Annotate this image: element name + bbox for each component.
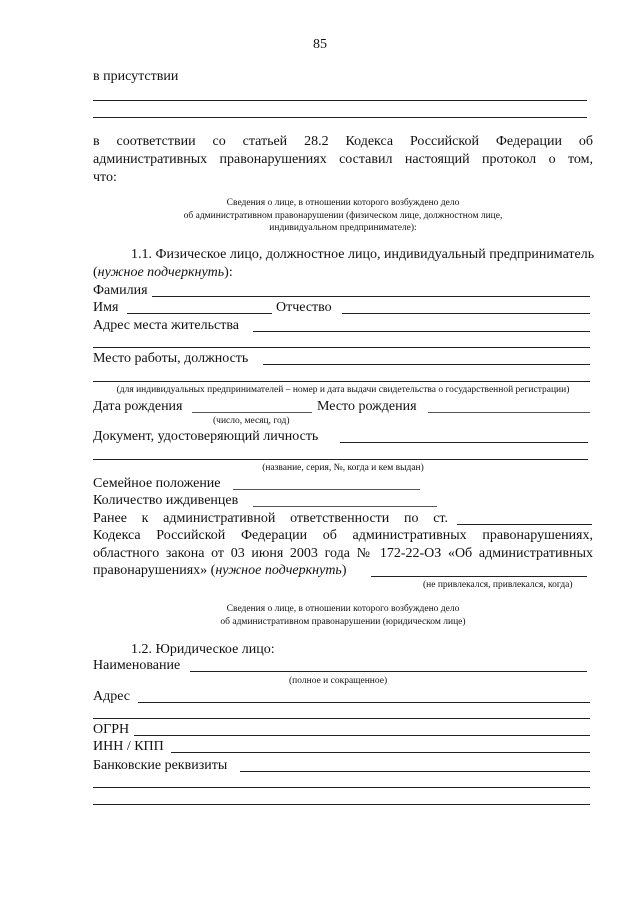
section-header-1-line-1: Сведения о лице, в отношении которого возбуждено дело — [226, 198, 460, 208]
date-hint: (число, месяц, год) — [213, 416, 290, 426]
intro-line-3: что: — [93, 170, 117, 185]
s11-title: 1.1. Физическое лицо, должностное лицо, индивидуальный предприниматель — [131, 247, 595, 262]
org-name-label: Наименование — [93, 658, 181, 673]
dependents-label: Количество иждивенцев — [93, 493, 239, 508]
address-field[interactable] — [253, 331, 590, 332]
intro-line-2: административных правонарушениях составил настоящий протокол о том, — [93, 152, 593, 167]
prev-article-field[interactable] — [457, 524, 592, 525]
prev-line-2: Кодекса Российской Федерации об административных правонарушениях, — [93, 528, 593, 543]
bank-field[interactable] — [240, 771, 590, 772]
presence-label: в присутствии — [93, 69, 179, 84]
name-label: Имя — [93, 300, 119, 315]
document-field[interactable] — [340, 442, 588, 443]
document-hint: (название, серия, №, когда и кем выдан) — [262, 463, 424, 473]
section-header-2-line-1: Сведения о лице, в отношении которого возбуждено дело — [226, 604, 460, 614]
prev-field[interactable] — [371, 576, 587, 577]
inn-label: ИНН / КПП — [93, 739, 164, 754]
work-label: Место работы, должность — [93, 351, 249, 366]
prev-line-3: областного закона от 03 июня 2003 года № 172-22-ОЗ «Об административных — [93, 546, 593, 561]
bank-label: Банковские реквизиты — [93, 758, 228, 773]
bank-field-3[interactable] — [93, 804, 590, 805]
work-field[interactable] — [263, 364, 590, 365]
ogrn-field[interactable] — [134, 735, 590, 736]
address-field-2[interactable] — [93, 347, 590, 348]
bank-field-2[interactable] — [93, 787, 590, 788]
presence-line-2[interactable] — [93, 117, 587, 118]
birth-date-field[interactable] — [192, 412, 312, 413]
ogrn-label: ОГРН — [93, 722, 130, 737]
ip-note: (для индивидуальных предпринимателей – номер и дата выдачи свидетельства о государственной регистрации) — [116, 385, 570, 395]
family-label: Семейное положение — [93, 476, 221, 491]
s11-note: (нужное подчеркнуть): — [93, 265, 233, 280]
section-header-1-line-2: об административном правонарушении (физическом лице, должностном лице, — [183, 211, 503, 221]
address-label: Адрес места жительства — [93, 318, 239, 333]
intro-line-1: в соответствии со статьей 28.2 Кодекса Российской Федерации об — [93, 134, 593, 149]
inn-field[interactable] — [171, 752, 590, 753]
dependents-field[interactable] — [253, 506, 437, 507]
section-header-1-line-3: индивидуальном предпринимателе): — [269, 223, 417, 233]
org-address-label: Адрес — [93, 689, 131, 704]
birth-date-label: Дата рождения — [93, 399, 183, 414]
org-name-hint: (полное и сокращенное) — [289, 676, 388, 686]
patronymic-field[interactable] — [342, 313, 590, 314]
page-number: 85 — [313, 37, 327, 52]
birth-place-label: Место рождения — [317, 399, 417, 414]
org-address-field[interactable] — [138, 702, 590, 703]
org-address-field-2[interactable] — [93, 718, 590, 719]
patronymic-label: Отчество — [276, 300, 332, 315]
name-field[interactable] — [127, 313, 272, 314]
document-field-2[interactable] — [93, 459, 588, 460]
surname-field[interactable] — [152, 296, 590, 297]
s12-title: 1.2. Юридическое лицо: — [131, 642, 275, 657]
document-label: Документ, удостоверяющий личность — [93, 429, 319, 444]
org-name-field[interactable] — [190, 671, 587, 672]
presence-line-1[interactable] — [93, 100, 587, 101]
surname-label: Фамилия — [93, 283, 148, 298]
section-header-2-line-2: об административном правонарушении (юридическом лице) — [220, 617, 466, 627]
birth-place-field[interactable] — [428, 412, 590, 413]
prev-hint: (не привлекался, привлекался, когда) — [423, 580, 573, 590]
prev-line-1: Ранее к административной ответственности по ст. — [93, 511, 448, 526]
prev-line-4: правонарушениях» (нужное подчеркнуть) — [93, 563, 347, 578]
family-field[interactable] — [233, 489, 420, 490]
work-field-2[interactable] — [93, 381, 590, 382]
